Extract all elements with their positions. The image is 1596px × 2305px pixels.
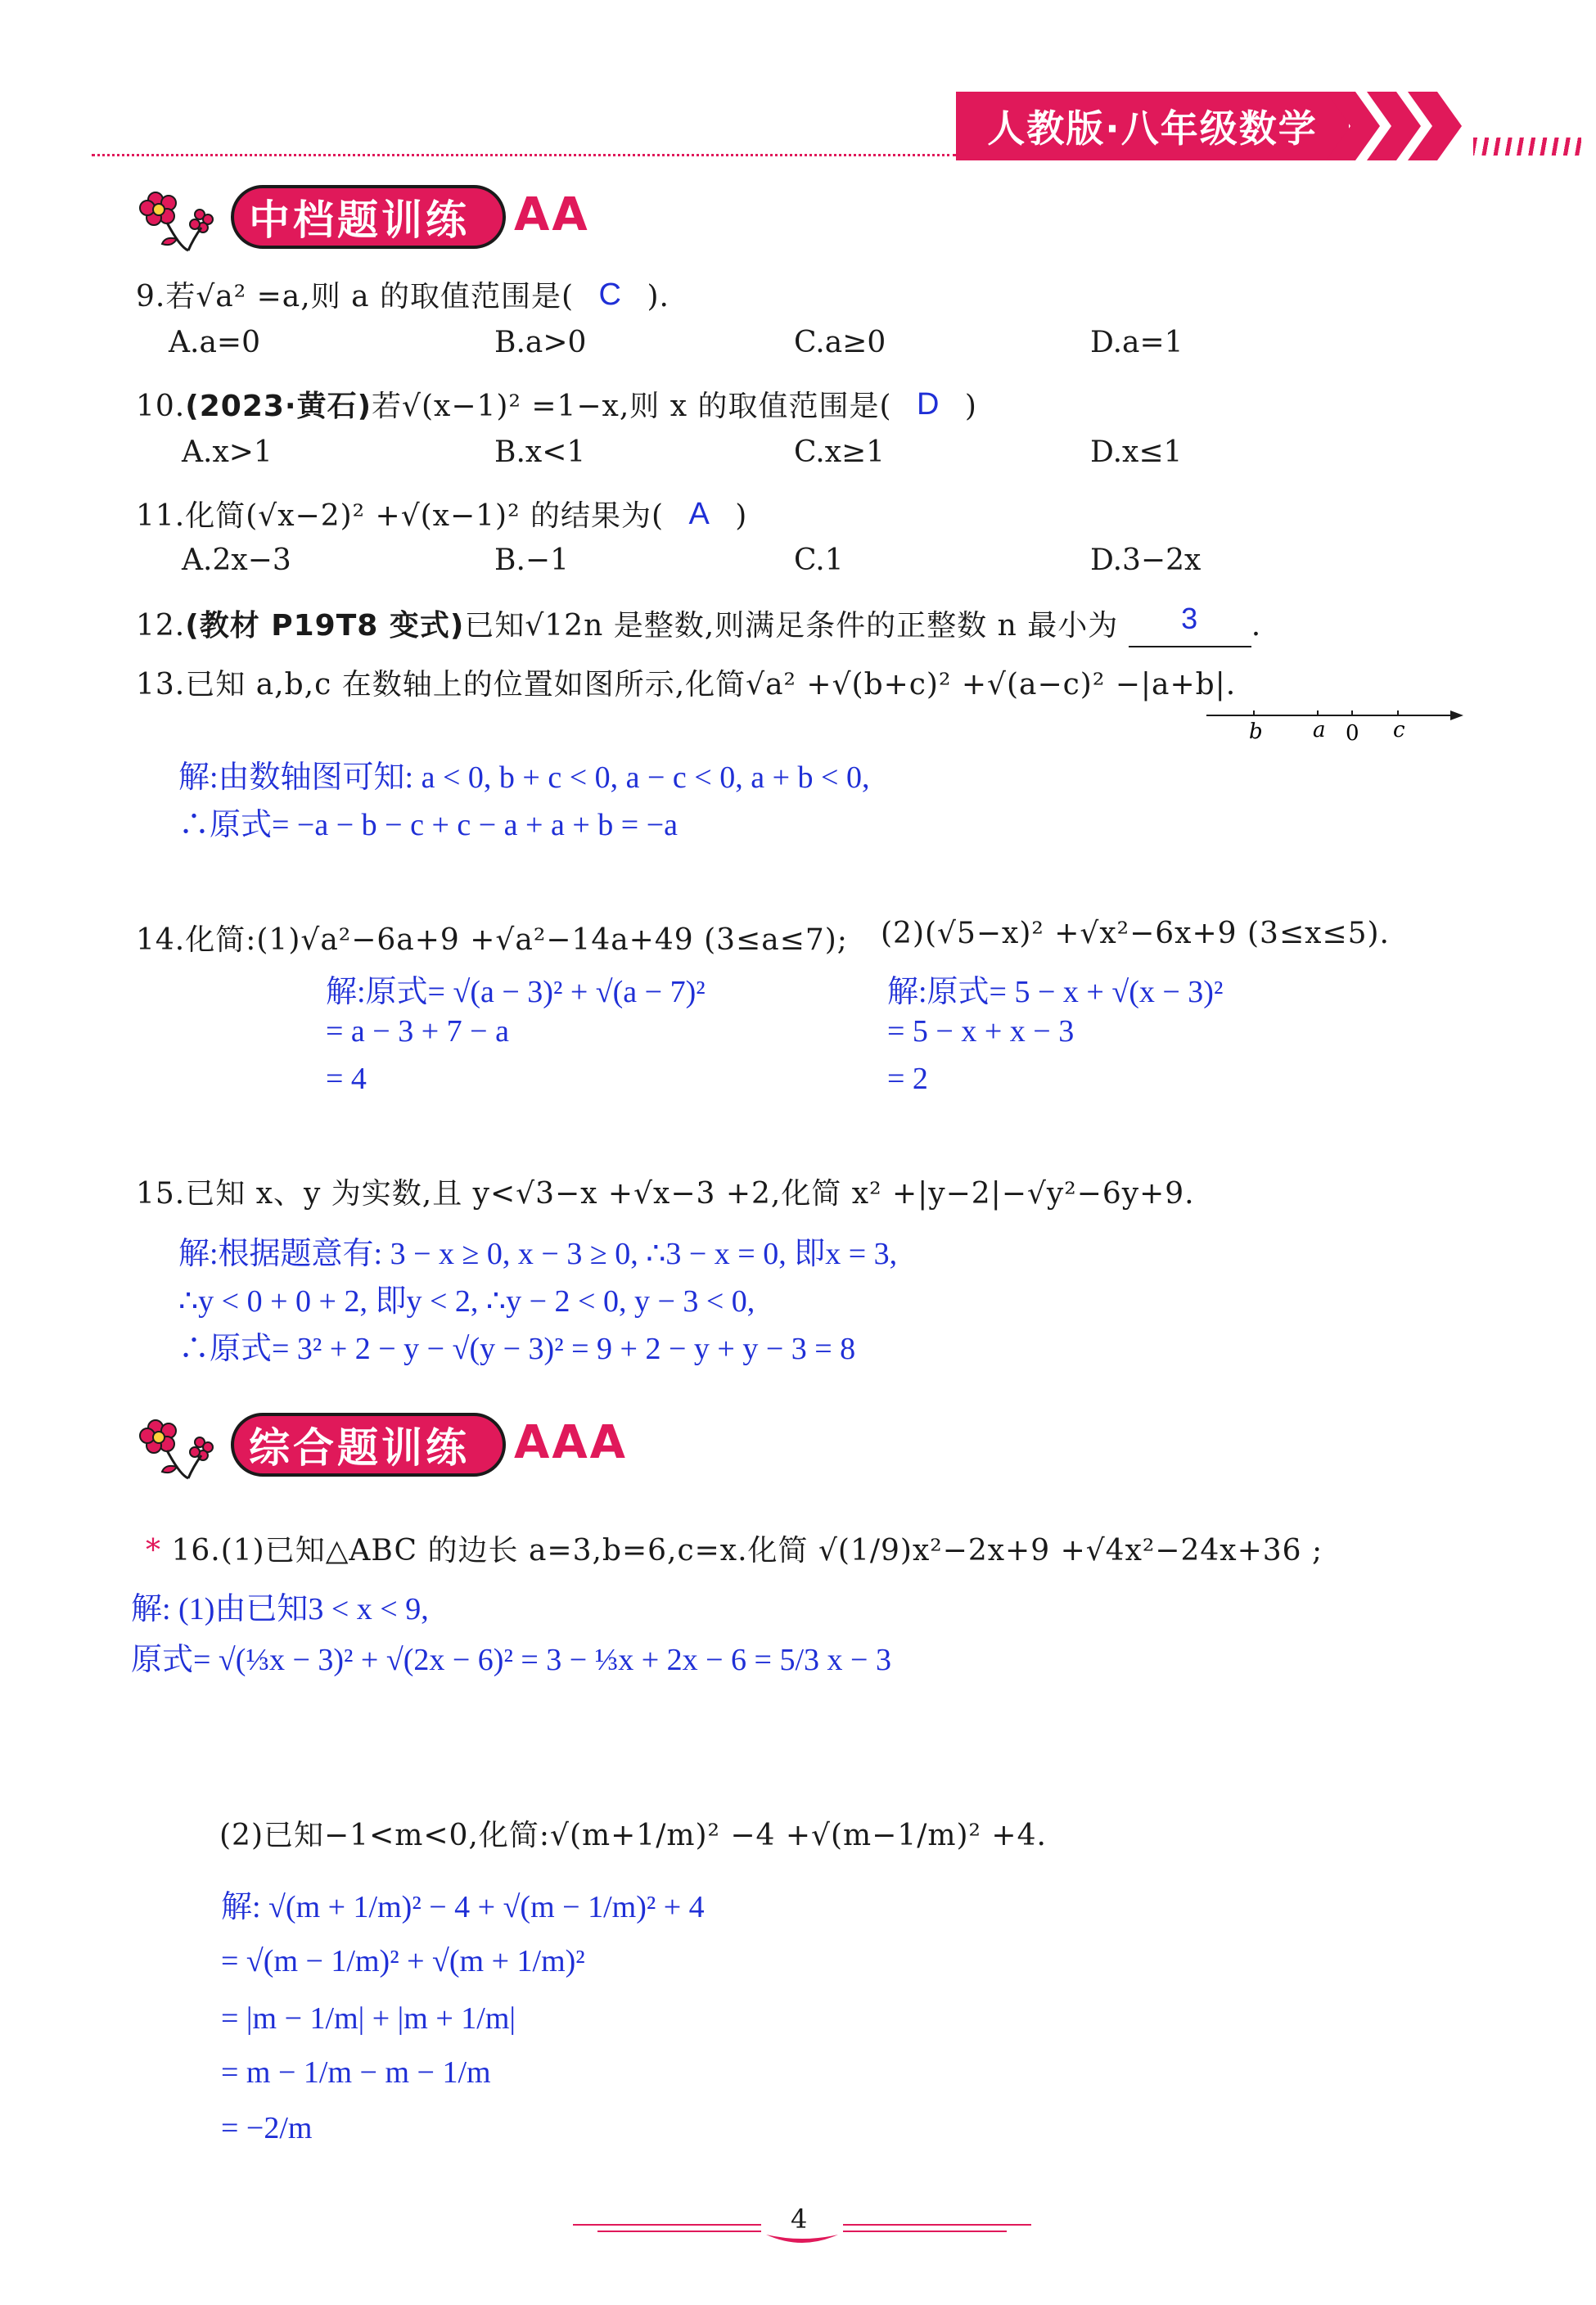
q16-star: * bbox=[146, 1534, 161, 1567]
q10-option-b: B.x<1 bbox=[494, 435, 586, 469]
q15-solution-line-3: ∴原式= 3² + 2 − y − √(y − 3)² = 9 + 2 − y + y − 3 = 8 bbox=[178, 1332, 856, 1366]
q9-option-d: D.a=1 bbox=[1090, 326, 1183, 359]
page-number: 4 bbox=[791, 2204, 808, 2235]
q16-sol2-line-4: = m − 1/m − m − 1/m bbox=[221, 2055, 491, 2090]
q15-solution-line-1: 解:根据题意有: 3 − x ≥ 0, x − 3 ≥ 0, ∴3 − x = 0, 即x = 3, bbox=[178, 1237, 898, 1271]
q16-sol1-line-2: 原式= √(⅓x − 3)² + √(2x − 6)² = 3 − ⅓x + 2x − 6 = 5/3 x − 3 bbox=[131, 1643, 891, 1677]
axis-label-c: c bbox=[1393, 718, 1405, 742]
q10-prefix: 10. bbox=[136, 390, 186, 423]
q10-stem: 若√(x−1)² =1−x,则 x 的取值范围是( bbox=[372, 390, 892, 423]
q16-sol2-line-3: = |m − 1/m| + |m + 1/m| bbox=[221, 2001, 516, 2036]
question-9 bbox=[136, 273, 670, 315]
flower-decoration-icon bbox=[131, 1410, 229, 1483]
q16-sol1-line-1: 解: (1)由已知3 < x < 9, bbox=[131, 1592, 429, 1626]
q14-sol2-line-3: = 2 bbox=[887, 1062, 928, 1096]
header-dotted-rule bbox=[92, 154, 956, 156]
q9-answer: C bbox=[598, 277, 622, 312]
question-16-part-2: (2)已知−1<m<0,化简:√(m+1/m)² −4 +√(m−1/m)² +4. bbox=[219, 1819, 1047, 1852]
q16-stem-1: 16.(1)已知△ABC 的边长 a=3,b=6,c=x.化简 √(1/9)x²−2x+9 +√4x²−24x+36 ; bbox=[171, 1534, 1323, 1567]
question-15: 15.已知 x、y 为实数,且 y<√3−x +√x−3 +2,化简 x² +|y−2|−√y²−6y+9. bbox=[136, 1177, 1195, 1211]
q14-sol1-line-1: 解:原式= √(a − 3)² + √(a − 7)² bbox=[326, 975, 706, 1009]
q16-sol2-line-5: = −2/m bbox=[221, 2111, 313, 2145]
question-10 bbox=[136, 383, 977, 425]
q9-option-c: C.a≥0 bbox=[794, 326, 886, 359]
question-13: 13.已知 a,b,c 在数轴上的位置如图所示,化简√a² +√(b+c)² +√(a−c)² −|a+b|. bbox=[136, 668, 1237, 701]
axis-label-a: a bbox=[1313, 718, 1326, 742]
q14-sol1-line-3: = 4 bbox=[326, 1062, 367, 1096]
q13-solution-line-2: ∴原式= −a − b − c + c − a + a + b = −a bbox=[178, 808, 679, 842]
q12-prefix: 12. bbox=[136, 609, 186, 643]
q14-sol2-line-2: = 5 − x + x − 3 bbox=[887, 1014, 1075, 1049]
section-level: AA bbox=[514, 188, 590, 241]
q10-answer: D bbox=[917, 387, 940, 422]
axis-label-zero: 0 bbox=[1346, 721, 1359, 746]
q15-solution-line-2: ∴y < 0 + 0 + 2, 即y < 2, ∴y − 2 < 0, y − 3 < 0, bbox=[178, 1284, 755, 1319]
header-chevrons-icon bbox=[1326, 92, 1473, 160]
q10-option-a: A.x>1 bbox=[182, 435, 273, 469]
q9-option-b: B.a>0 bbox=[494, 326, 587, 359]
q12-answer: 3 bbox=[1181, 602, 1199, 635]
q9-stem: 9.若√a² =a,则 a 的取值范围是( bbox=[136, 280, 575, 313]
q11-answer: A bbox=[688, 497, 710, 531]
q9-option-a: A.a=0 bbox=[169, 326, 260, 359]
q14-sol2-line-1: 解:原式= 5 − x + √(x − 3)² bbox=[887, 975, 1224, 1009]
question-14-part-1: 14.化简:(1)√a²−6a+9 +√a²−14a+49 (3≤a≤7); bbox=[136, 923, 848, 957]
q11-stem: 11.化简(√x−2)² +√(x−1)² 的结果为( bbox=[136, 499, 665, 533]
q11-stem-end: ) bbox=[735, 499, 748, 533]
section-banner-comprehensive bbox=[231, 1413, 506, 1477]
question-14-part-2: (2)(√5−x)² +√x²−6x+9 (3≤x≤5). bbox=[881, 917, 1390, 950]
q11-option-a: A.2x−3 bbox=[182, 544, 291, 577]
q11-option-b: B.−1 bbox=[494, 544, 569, 577]
q13-solution-line-1: 解:由数轴图可知: a < 0, b + c < 0, a − c < 0, a + b < 0, bbox=[178, 760, 870, 795]
q16-sol2-line-1: 解: √(m + 1/m)² − 4 + √(m − 1/m)² + 4 bbox=[221, 1890, 705, 1924]
q14-sol1-line-2: = a − 3 + 7 − a bbox=[326, 1014, 509, 1049]
q12-stem: 已知√12n 是整数,则满足条件的正整数 n 最小为 bbox=[464, 609, 1119, 643]
header-stripe-ticks bbox=[1473, 138, 1581, 156]
q12-source: (教材 P19T8 变式) bbox=[185, 609, 465, 643]
q10-stem-end: ) bbox=[964, 390, 977, 423]
q16-sol2-line-2: = √(m − 1/m)² + √(m + 1/m)² bbox=[221, 1944, 585, 1978]
q12-stem-end: . bbox=[1251, 609, 1262, 643]
header-edition-text: 人教版·八年级数学 bbox=[987, 106, 1318, 151]
q10-source: (2023·黄石) bbox=[185, 390, 372, 423]
axis-label-b: b bbox=[1249, 719, 1263, 744]
q9-stem-end: ). bbox=[647, 280, 670, 313]
question-16-part-1 bbox=[146, 1527, 1323, 1569]
question-12 bbox=[136, 602, 1261, 644]
question-11 bbox=[136, 493, 747, 535]
section-title: 综合题训练 bbox=[249, 1424, 470, 1472]
section-banner-medium bbox=[231, 185, 506, 249]
flower-decoration-icon bbox=[131, 182, 229, 255]
header-edition-tag bbox=[956, 92, 1349, 160]
q10-option-c: C.x≥1 bbox=[794, 435, 886, 469]
q11-option-d: D.3−2x bbox=[1090, 544, 1202, 577]
number-line-figure bbox=[1205, 706, 1467, 747]
q11-option-c: C.1 bbox=[794, 544, 844, 577]
q12-blank bbox=[1129, 602, 1251, 647]
section-level: AAA bbox=[514, 1416, 629, 1469]
section-title: 中档题训练 bbox=[249, 196, 470, 244]
q10-option-d: D.x≤1 bbox=[1090, 435, 1183, 469]
